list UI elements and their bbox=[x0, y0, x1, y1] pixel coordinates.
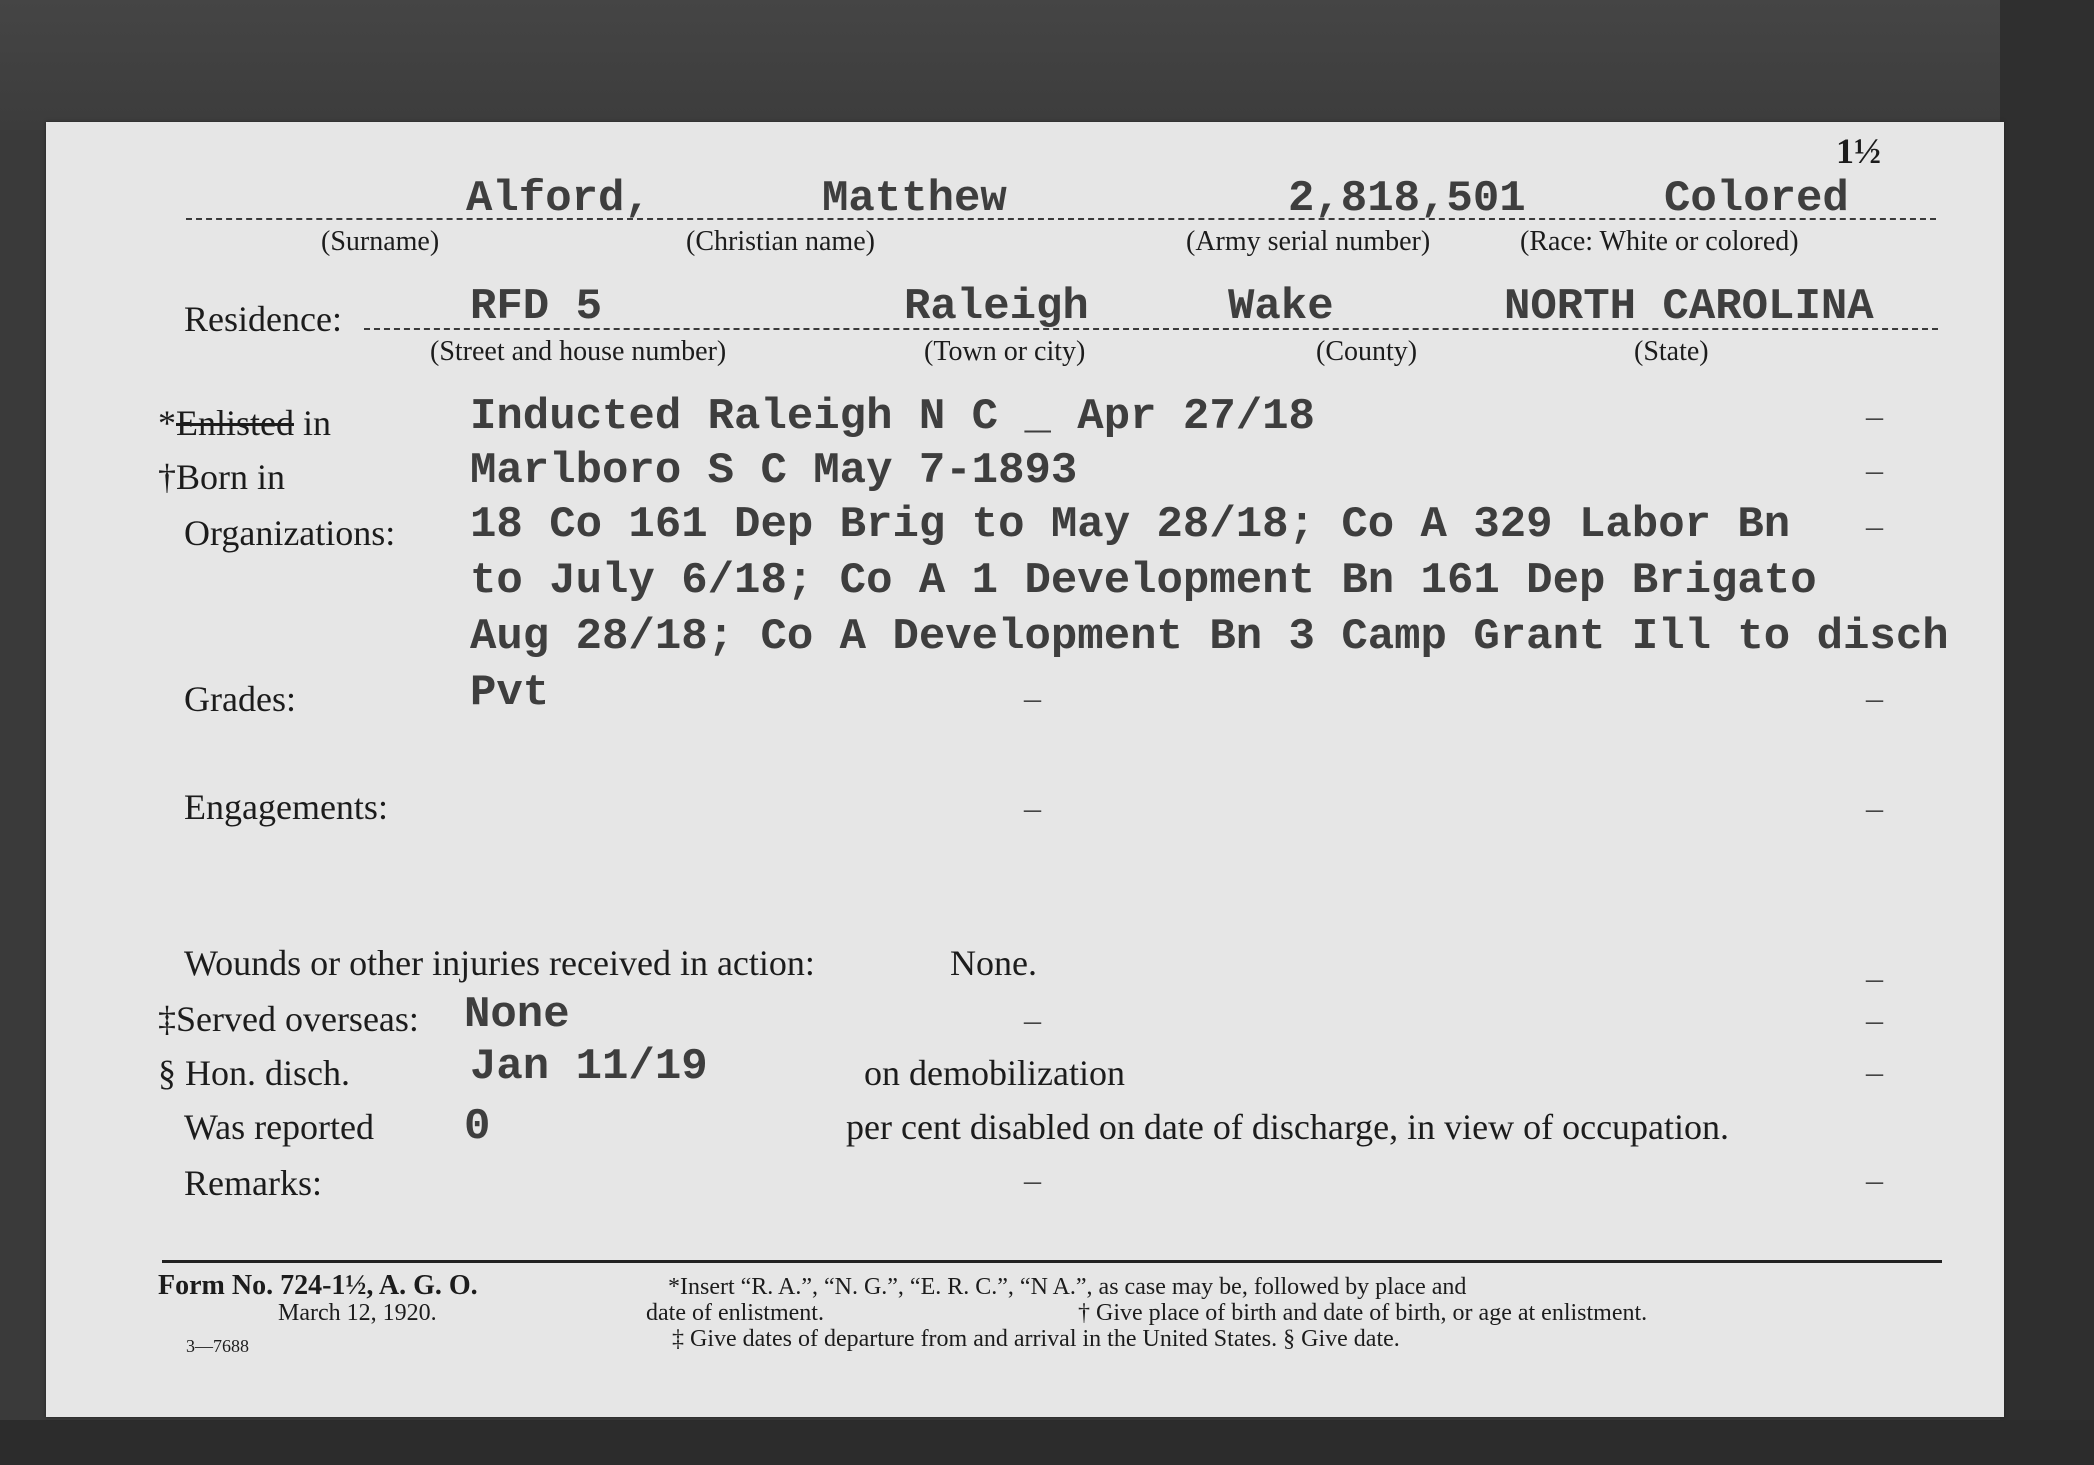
hon-disch-note: on demobilization bbox=[864, 1053, 1125, 1093]
margin-tick: – bbox=[1024, 790, 1041, 827]
christian-name-caption: (Christian name) bbox=[686, 226, 875, 257]
grades-label: Grades: bbox=[184, 679, 296, 719]
residence-street-caption: (Street and house number) bbox=[430, 336, 727, 367]
margin-tick: – bbox=[1866, 1162, 1883, 1199]
margin-tick: – bbox=[1866, 452, 1883, 489]
enlisted-struck-word: Enlisted bbox=[176, 403, 294, 443]
footnote-line-3: ‡ Give dates of departure from and arrival in the United States. § Give date. bbox=[672, 1326, 1400, 1352]
margin-tick: – bbox=[1866, 1002, 1883, 1039]
organizations-label: Organizations: bbox=[184, 513, 396, 553]
residence-state-caption: (State) bbox=[1634, 336, 1709, 367]
footnote-line-2b: † Give place of birth and date of birth, or age at enlistment. bbox=[1078, 1300, 1648, 1326]
enlisted-label: *Enlisted in bbox=[158, 403, 331, 443]
residence-town-caption: (Town or city) bbox=[924, 336, 1086, 367]
wounds-value: None. bbox=[950, 943, 1037, 983]
reported-label: Was reported bbox=[184, 1107, 375, 1147]
form-date: March 12, 1920. bbox=[278, 1300, 437, 1326]
born-value: Marlboro S C May 7-1893 bbox=[470, 446, 1078, 496]
overseas-value: None bbox=[464, 990, 570, 1040]
margin-tick: – bbox=[1866, 960, 1883, 997]
race-value: Colored bbox=[1664, 174, 1849, 224]
born-label: †Born in bbox=[158, 457, 286, 497]
reported-value: 0 bbox=[464, 1102, 491, 1152]
margin-tick: – bbox=[1866, 1054, 1883, 1091]
race-caption: (Race: White or colored) bbox=[1520, 226, 1799, 257]
residence-state-value: NORTH CAROLINA bbox=[1504, 282, 1874, 332]
scan-backdrop-bottom bbox=[0, 1420, 2094, 1465]
residence-street-value: RFD 5 bbox=[470, 282, 603, 332]
remarks-label: Remarks: bbox=[184, 1163, 322, 1203]
margin-tick: – bbox=[1866, 790, 1883, 827]
margin-tick: – bbox=[1024, 1162, 1041, 1199]
scan-backdrop-right bbox=[2000, 0, 2094, 1465]
footer-rule bbox=[162, 1260, 1942, 1263]
hon-disch-value: Jan 11/19 bbox=[470, 1042, 708, 1092]
surname-value: Alford, bbox=[466, 174, 651, 224]
print-code: 3—7688 bbox=[186, 1336, 249, 1356]
margin-tick: – bbox=[1866, 398, 1883, 435]
organizations-line-2: to July 6/18; Co A 1 Development Bn 161 Dep Brigato bbox=[470, 556, 1817, 606]
residence-county-value: Wake bbox=[1228, 282, 1334, 332]
margin-tick: – bbox=[1024, 680, 1041, 717]
surname-caption: (Surname) bbox=[321, 226, 440, 257]
residence-label: Residence: bbox=[184, 299, 342, 339]
reported-note: per cent disabled on date of discharge, in view of occupation. bbox=[846, 1107, 1730, 1147]
margin-tick: – bbox=[1024, 1002, 1041, 1039]
scan-backdrop-top bbox=[0, 0, 2094, 130]
grades-value: Pvt bbox=[470, 668, 550, 718]
organizations-line-3: Aug 28/18; Co A Development Bn 3 Camp Grant Ill to disch bbox=[470, 612, 1949, 662]
serial-number-value: 2,818,501 bbox=[1288, 174, 1526, 224]
wounds-label: Wounds or other injuries received in action: bbox=[184, 943, 815, 983]
serial-number-caption: (Army serial number) bbox=[1186, 226, 1431, 257]
card-fraction: 1½ bbox=[1836, 131, 1881, 171]
organizations-line-1: 18 Co 161 Dep Brig to May 28/18; Co A 329 Labor Bn bbox=[470, 500, 1791, 550]
footnote-line-2a: date of enlistment. bbox=[646, 1300, 824, 1326]
engagements-label: Engagements: bbox=[184, 787, 388, 827]
overseas-label: ‡Served overseas: bbox=[158, 999, 419, 1039]
form-number: Form No. 724-1½, A. G. O. bbox=[158, 1270, 478, 1301]
residence-county-caption: (County) bbox=[1316, 336, 1418, 367]
footnote-line-1: *Insert “R. A.”, “N. G.”, “E. R. C.”, “N A.”, as case may be, followed by place and bbox=[668, 1274, 1467, 1300]
hon-disch-label: § Hon. disch. bbox=[158, 1053, 350, 1093]
margin-tick: – bbox=[1866, 508, 1883, 545]
enlisted-value: Inducted Raleigh N C _ Apr 27/18 bbox=[470, 392, 1315, 442]
christian-name-value: Matthew bbox=[822, 174, 1007, 224]
service-record-card bbox=[46, 122, 2004, 1417]
margin-tick: – bbox=[1866, 680, 1883, 717]
residence-town-value: Raleigh bbox=[904, 282, 1089, 332]
